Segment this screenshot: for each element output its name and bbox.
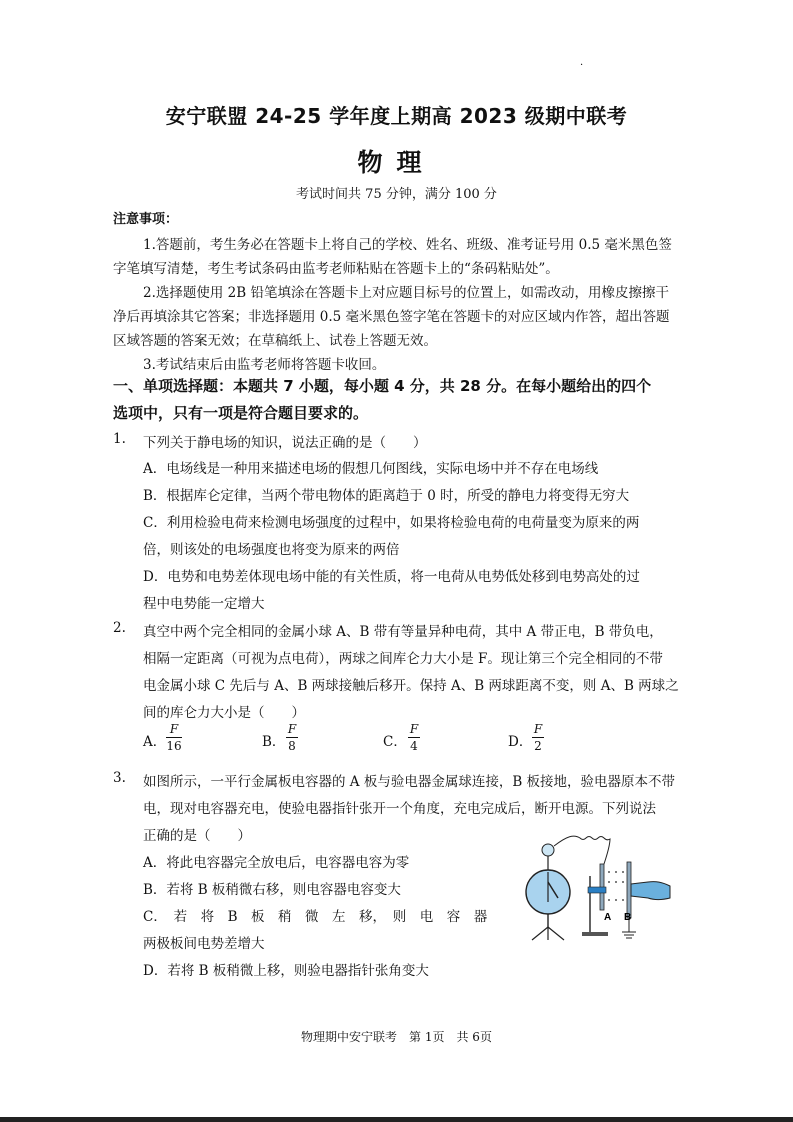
notice-line: 区域答题的答案无效；在草稿纸上、试卷上答题无效。 (113, 333, 437, 349)
exam-info: 考试时间共 75 分钟，满分 100 分 (296, 187, 497, 202)
fraction-bar (408, 737, 420, 738)
plate-b (627, 862, 631, 918)
q2-stem-line: 电金属小球 C 先后与 A、B 两球接触后移开。保持 A、B 两球距离不变，则 A、B 两球之 (143, 678, 679, 694)
q3-option-b: B．若将 B 板稍微右移，则电容器电容变大 (143, 882, 401, 898)
section-heading-cont: 选项中，只有一项是符合题目要求的。 (113, 404, 369, 422)
q1-stem: 下列关于静电场的知识，说法正确的是（ ） (143, 435, 427, 451)
fraction-numerator: F (169, 722, 179, 736)
q3-option-c: C． 若 将 B 板 稍 微 左 移， 则 电 容 器 (143, 909, 488, 925)
q3-option-a: A．将此电容器完全放电后，电容器电容为零 (143, 855, 410, 871)
q3-stem-line: 如图所示，一平行金属板电容器的 A 板与验电器金属球连接，B 板接地，验电器原本不带 (143, 774, 676, 790)
q2-option-a-fraction (166, 722, 182, 753)
fraction-bar (532, 737, 544, 738)
q3-number: 3. (113, 770, 126, 786)
fraction-bar (286, 737, 298, 738)
q2-option-c-label: C． (383, 734, 407, 750)
notice-line: 净后再填涂其它答案；非选择题用 0.5 毫米黑色签字笔在答题卡的对应区域内作答，超出答题 (113, 309, 670, 325)
q2-option-d-label: D． (508, 734, 533, 750)
notice-heading: 注意事项： (113, 212, 179, 227)
q1-option-b: B．根据库仑定律，当两个带电物体的距离趋于 0 时，所受的静电力将变得无穷大 (143, 488, 630, 504)
electroscope-legs (532, 927, 564, 940)
section-heading: 一、单项选择题：本题共 7 小题，每小题 4 分，共 28 分。在每小题给出的四个 (113, 377, 652, 395)
q1-option-c: C．利用检验电荷来检测电场强度的过程中，如果将检验电荷的电荷量变为原来的两 (143, 515, 640, 531)
q2-option-c-fraction (408, 722, 420, 753)
plate-b-label: B (624, 912, 632, 923)
capacitor-electroscope-figure (512, 832, 672, 942)
q2-option-b-label: B． (262, 734, 286, 750)
exam-title: 安宁联盟 24-25 学年度上期高 2023 级期中联考 (165, 104, 628, 128)
fraction-bar (166, 737, 182, 738)
fraction-numerator: F (287, 722, 297, 736)
notice-line: 2.选择题使用 2B 铅笔填涂在答题卡上对应题目标号的位置上，如需改动，用橡皮擦擦干 (143, 285, 669, 301)
q1-option-d: D．电势和电势差体现电场中能的有关性质，将一电荷从电势低处移到电势高处的过 (143, 569, 640, 585)
q2-stem-line: 相隔一定距离（可视为点电荷），两球之间库仑力大小是 F。现让第三个完全相同的不带 (143, 651, 663, 667)
notice-line: 1.答题前，考生务必在答题卡上将自己的学校、姓名、班级、准考证号用 0.5 毫米黑色签 (143, 237, 672, 253)
q1-option-c-cont: 倍，则该处的电场强度也将变为原来的两倍 (143, 542, 400, 558)
notice-line: 3.考试结束后由监考老师将答题卡收回。 (143, 357, 386, 373)
connecting-wire (554, 836, 610, 864)
fraction-denominator: 4 (410, 739, 418, 753)
page-footer: 物理期中安宁联考 第 1页 共 6页 (301, 1030, 492, 1044)
q2-stem-line: 间的库仑力大小是（ ） (143, 705, 305, 721)
bottom-rule (0, 1117, 793, 1122)
q3-stem-line: 电，现对电容器充电，使验电器指针张开一个角度，充电完成后，断开电源。下列说法 (143, 801, 656, 817)
fraction-denominator: 16 (166, 739, 182, 753)
electroscope-ball (542, 844, 554, 856)
q2-number: 2. (113, 620, 126, 636)
notice-line: 字笔填写清楚，考生考试条码由监考老师粘贴在答题卡上的“条码粘贴处”。 (113, 261, 559, 277)
fraction-numerator: F (533, 722, 543, 736)
q3-option-c-cont: 两极板间电势差增大 (143, 936, 265, 952)
plate-a-clamp (588, 887, 606, 893)
plate-a-base (582, 932, 608, 936)
q2-stem-line: 真空中两个完全相同的金属小球 A、B 带有等量异种电荷，其中 A 带正电，B 带负电， (143, 624, 663, 640)
subject-title: 物理 (357, 148, 436, 177)
hand-icon (631, 882, 670, 900)
q1-option-d-cont: 程中电势能一定增大 (143, 596, 265, 612)
plate-a-label: A (604, 912, 612, 923)
fraction-numerator: F (409, 722, 419, 736)
field-dots (608, 871, 624, 901)
corner-dot: · (580, 60, 584, 71)
q1-option-a: A．电场线是一种用来描述电场的假想几何图线，实际电场中并不存在电场线 (143, 461, 599, 477)
q1-number: 1. (113, 431, 126, 447)
q3-option-d: D．若将 B 板稍微上移，则验电器指针张角变大 (143, 963, 429, 979)
fraction-denominator: 8 (288, 739, 296, 753)
fraction-denominator: 2 (534, 739, 542, 753)
q3-stem-line: 正确的是（ ） (143, 828, 251, 844)
q2-option-a-label: A． (143, 734, 167, 750)
q2-option-d-fraction (532, 722, 544, 753)
q2-option-b-fraction (286, 722, 298, 753)
